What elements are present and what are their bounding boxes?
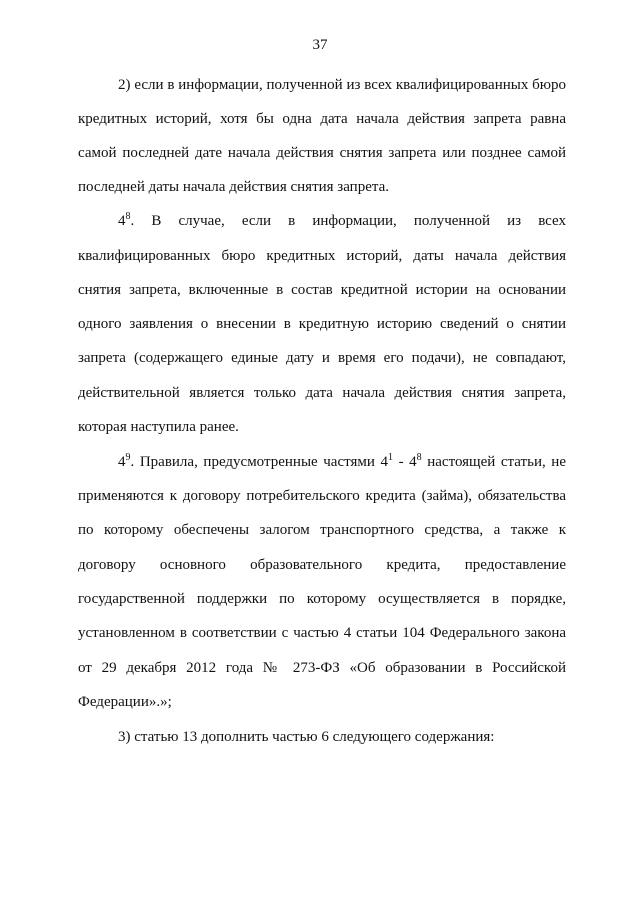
text-line: государственной поддержки по которому осуществляется в порядке,: [78, 591, 566, 607]
text-line: договору основного образовательного кредита, предоставление: [78, 557, 566, 573]
text-line: применяются к договору потребительского кредита (займа), обязательства: [78, 488, 566, 504]
text-line: квалифицированных бюро кредитных историй, даты начала действия: [78, 248, 566, 264]
text-line: 3) статью 13 дополнить частью 6 следующего содержания:: [118, 729, 495, 745]
clause-text: . Правила, предусмотренные частями 4: [130, 454, 388, 470]
text-line: запрета (содержащего единые дату и время его подачи), не совпадают,: [78, 350, 566, 366]
text-line: установленном в соответствии с частью 4 статьи 104 Федерального закона: [78, 625, 566, 641]
text-line: действительной является только дата начала действия снятия запрета,: [78, 385, 566, 401]
text-line: которая наступила ранее.: [78, 419, 239, 435]
text-line: кредитных историй, хотя бы одна дата начала действия запрета равна: [78, 111, 566, 127]
text-line: снятия запрета, включенные в состав кредитной истории на основании: [78, 282, 566, 298]
clause-text: . В случае, если в информации, полученной из всех: [130, 213, 566, 229]
clause-text: - 4: [392, 454, 417, 470]
clause-text: настоящей статьи, не: [421, 454, 566, 470]
text-line: [118, 212, 566, 230]
clause-number: 4: [118, 454, 126, 470]
text-line: по которому обеспечены залогом транспортного средства, а также к: [78, 522, 566, 538]
clause-superscript: 9: [125, 452, 131, 463]
text-line: Федерации».»;: [78, 694, 172, 710]
text-line: последней даты начала действия снятия запрета.: [78, 179, 390, 195]
text-line: одного заявления о внесении в кредитную историю сведений о снятии: [78, 316, 566, 332]
text-line: самой последней дате начала действия снятия запрета или позднее самой: [78, 145, 566, 161]
text-line: [118, 453, 566, 471]
page-number: 37: [312, 37, 328, 53]
text-line: от 29 декабря 2012 года № 273-ФЗ «Об образовании в Российской: [78, 660, 566, 676]
text-line: 2) если в информации, полученной из всех квалифицированных бюро: [118, 77, 566, 93]
clause-superscript: 8: [416, 452, 422, 463]
clause-superscript: 1: [387, 452, 393, 463]
clause-superscript: 8: [125, 211, 131, 222]
clause-number: 4: [118, 213, 126, 229]
